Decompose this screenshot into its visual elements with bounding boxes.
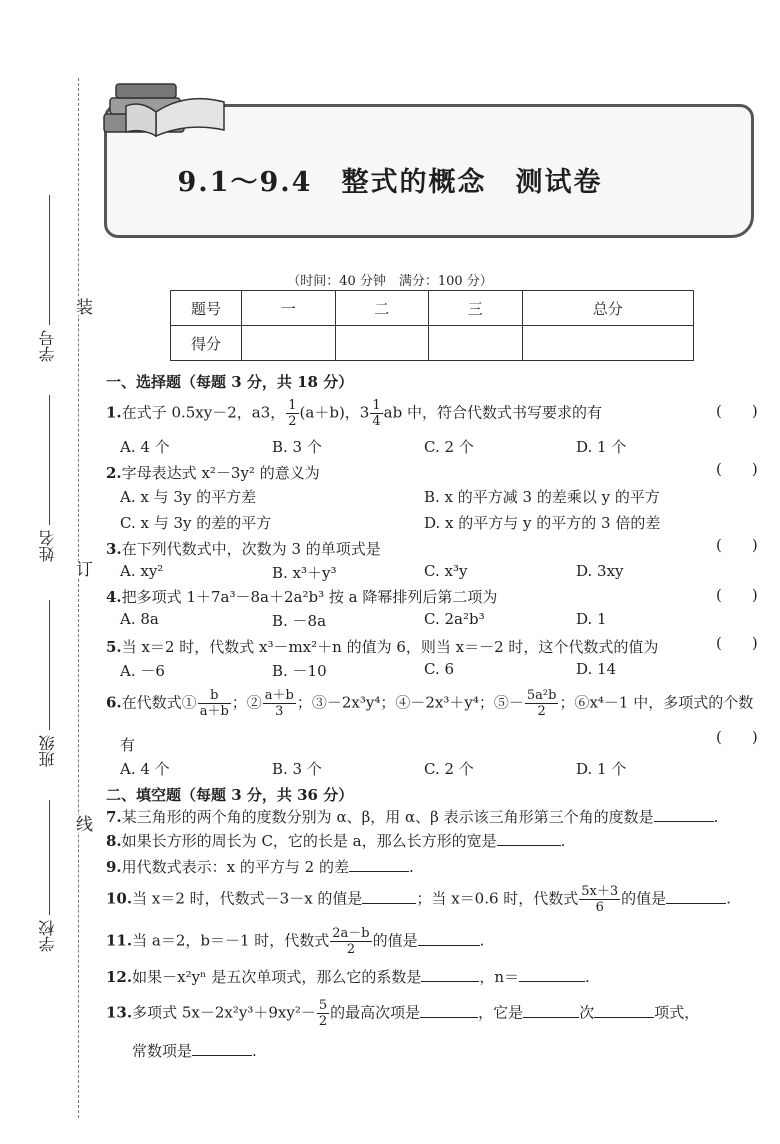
q1-answer-paren[interactable]: ( ) <box>716 402 758 420</box>
question-4: 4.把多项式 1＋7a³－8a＋2a²b³ 按 a 降幂排列后第二项为 <box>106 588 498 606</box>
student-id-label: 学号 <box>38 330 57 362</box>
q6-option-b[interactable]: B. 3 个 <box>272 760 322 778</box>
page-title: 9.1～9.4 整式的概念 测试卷 <box>177 167 603 198</box>
q11-fraction: $\frac{2a-b}{2}$ <box>332 926 370 957</box>
q6-answer-paren[interactable]: ( ) <box>716 728 758 746</box>
section-fill-heading: 二、填空题（每题 3 分，共 36 分） <box>106 786 354 804</box>
class-blank[interactable] <box>49 600 50 730</box>
school-blank[interactable] <box>49 800 50 915</box>
score-cell-total[interactable] <box>522 326 693 361</box>
name-label: 姓名 <box>38 530 57 562</box>
score-header-3: 三 <box>429 291 523 326</box>
q4-answer-paren[interactable]: ( ) <box>716 586 758 604</box>
score-cell-2[interactable] <box>335 326 429 361</box>
q2-option-d[interactable]: D. x 的平方与 y 的平方的 3 倍的差 <box>424 514 661 532</box>
q5-option-a[interactable]: A. －6 <box>120 662 165 680</box>
q3-option-c[interactable]: C. x³y <box>424 562 468 580</box>
q4-text: 把多项式 1＋7a³－8a＋2a²b³ 按 a 降幂排列后第二项为 <box>121 588 498 606</box>
q9-blank[interactable] <box>349 857 409 872</box>
binding-line <box>78 78 79 1118</box>
q12-blank-2[interactable] <box>519 967 585 982</box>
q3-option-a[interactable]: A. xy² <box>120 562 164 580</box>
q2-option-c[interactable]: C. x 与 3y 的差的平方 <box>120 514 272 532</box>
question-8: 8.如果长方形的周长为 C，它的长是 a，那么长方形的宽是 . <box>106 832 566 850</box>
question-2: 2.字母表达式 x²－3y² 的意义为 <box>106 464 320 482</box>
q4-option-c[interactable]: C. 2a²b³ <box>424 610 485 628</box>
q6-fraction-2: $\frac{a+b}{3}$ <box>264 688 294 719</box>
binding-char-ding: 订 <box>70 560 95 577</box>
q3-answer-paren[interactable]: ( ) <box>716 536 758 554</box>
q1-option-a[interactable]: A. 4 个 <box>120 438 170 456</box>
q13-fraction: $\frac{5}{2}$ <box>318 998 328 1029</box>
score-header-2: 二 <box>335 291 429 326</box>
score-cell-1[interactable] <box>242 326 336 361</box>
question-7: 7.某三角形的两个角的度数分别为 α、β，用 α、β 表示该三角形第三个角的度数是 . <box>106 808 719 826</box>
q1-text-mid: (a＋b)，3 <box>299 403 370 422</box>
q5-option-d[interactable]: D. 14 <box>576 660 617 678</box>
q1-fraction-2: $\frac{1}{4}$ <box>372 398 381 429</box>
score-cell-3[interactable] <box>429 326 523 361</box>
class-label: 班级 <box>38 735 57 767</box>
q12-blank-1[interactable] <box>421 967 479 982</box>
score-header-label: 题号 <box>171 291 242 326</box>
q13-blank-1[interactable] <box>420 1003 478 1018</box>
binding-char-xian: 线 <box>70 815 95 832</box>
q5-text: 当 x＝2 时，代数式 x³－mx²＋n 的值为 6，则当 x＝－2 时，这个代数式的值为 <box>121 638 659 656</box>
q5-answer-paren[interactable]: ( ) <box>716 634 758 652</box>
q2-option-a[interactable]: A. x 与 3y 的平方差 <box>120 488 257 506</box>
name-blank[interactable] <box>49 395 50 525</box>
section-choice-heading: 一、选择题（每题 3 分，共 18 分） <box>106 373 354 391</box>
q1-text-pre: 在式子 0.5xy－2，a3， <box>121 403 286 422</box>
binding-char-zhuang: 装 <box>70 298 95 315</box>
q3-option-b[interactable]: B. x³＋y³ <box>272 564 337 582</box>
score-header-1: 一 <box>242 291 336 326</box>
q10-fraction: $\frac{5x+3}{6}$ <box>581 884 619 915</box>
q4-option-a[interactable]: A. 8a <box>120 610 159 628</box>
question-10: 10.当 x＝2 时，代数式－3－x 的值是 ；当 x＝0.6 时，代数式 $\frac{5x+3}{6}$ 的值是 . <box>106 884 731 915</box>
q6-fraction-3: $\frac{\text{5a²b}}{2}$ <box>526 688 557 719</box>
score-row-label: 得分 <box>171 326 242 361</box>
question-5: 5.当 x＝2 时，代数式 x³－mx²＋n 的值为 6，则当 x＝－2 时，这个代数式的值为 <box>106 638 659 656</box>
q10-blank-1[interactable] <box>362 889 416 904</box>
q11-blank[interactable] <box>418 931 480 946</box>
q1-option-b[interactable]: B. 3 个 <box>272 438 322 456</box>
score-header-total: 总分 <box>522 291 693 326</box>
score-table <box>170 290 694 361</box>
exam-info: （时间：40 分钟 满分：100 分） <box>287 274 493 289</box>
q13-blank-4[interactable] <box>192 1041 252 1056</box>
question-9: 9.用代数式表示：x 的平方与 2 的差 . <box>106 858 414 876</box>
q7-blank[interactable] <box>654 807 714 822</box>
q1-option-d[interactable]: D. 1 个 <box>576 438 627 456</box>
q13-blank-3[interactable] <box>594 1003 654 1018</box>
q2-text: 字母表达式 x²－3y² 的意义为 <box>121 464 320 482</box>
q6-fraction-1: $\frac{b}{a+b}$ <box>199 688 229 719</box>
school-label: 学校 <box>38 920 57 952</box>
q6-text-continued: 有 <box>120 736 136 754</box>
q1-fraction-1: $\frac{1}{2}$ <box>288 398 297 429</box>
q6-option-a[interactable]: A. 4 个 <box>120 760 170 778</box>
q6-option-c[interactable]: C. 2 个 <box>424 760 474 778</box>
q1-number: 1. <box>106 403 122 422</box>
q4-option-d[interactable]: D. 1 <box>576 610 607 628</box>
question-13: 13.多项式 5x－2x²y³＋9xy²－ $\frac{5}{2}$ 的最高次项是 ，它是 次 项式， <box>106 998 700 1029</box>
question-12: 12.如果－x²yⁿ 是五次单项式，那么它的系数是 ，n＝ . <box>106 968 590 986</box>
q1-text-post: ab 中，符合代数式书写要求的有 <box>383 403 602 422</box>
q10-blank-2[interactable] <box>666 889 726 904</box>
question-3: 3.在下列代数式中，次数为 3 的单项式是 <box>106 540 381 558</box>
q2-answer-paren[interactable]: ( ) <box>716 460 758 478</box>
q3-option-d[interactable]: D. 3xy <box>576 562 624 580</box>
q3-text: 在下列代数式中，次数为 3 的单项式是 <box>121 540 381 558</box>
q5-option-b[interactable]: B. －10 <box>272 662 327 680</box>
q8-blank[interactable] <box>497 831 561 846</box>
q2-option-b[interactable]: B. x 的平方减 3 的差乘以 y 的平方 <box>424 488 660 506</box>
question-6: 6.在代数式① $\frac{b}{a+b}$ ；② $\frac{a+b}{3}$ ；③－2x³y⁴；④－2x³＋y⁴；⑤－ $\frac{\text{5a²b}}{2}$ ；⑥x⁴－1 中，多项式的个数 <box>106 688 754 719</box>
q5-option-c[interactable]: C. 6 <box>424 660 455 678</box>
question-11: 11.当 a＝2，b＝－1 时，代数式 $\frac{2a-b}{2}$ 的值是 . <box>106 926 485 957</box>
question-1 <box>106 398 602 429</box>
q13-blank-2[interactable] <box>523 1003 579 1018</box>
q6-option-d[interactable]: D. 1 个 <box>576 760 627 778</box>
q1-option-c[interactable]: C. 2 个 <box>424 438 474 456</box>
q4-option-b[interactable]: B. －8a <box>272 612 327 630</box>
student-id-blank[interactable] <box>49 195 50 325</box>
books-icon <box>96 72 236 142</box>
question-13-line2: 常数项是 . <box>132 1042 257 1060</box>
